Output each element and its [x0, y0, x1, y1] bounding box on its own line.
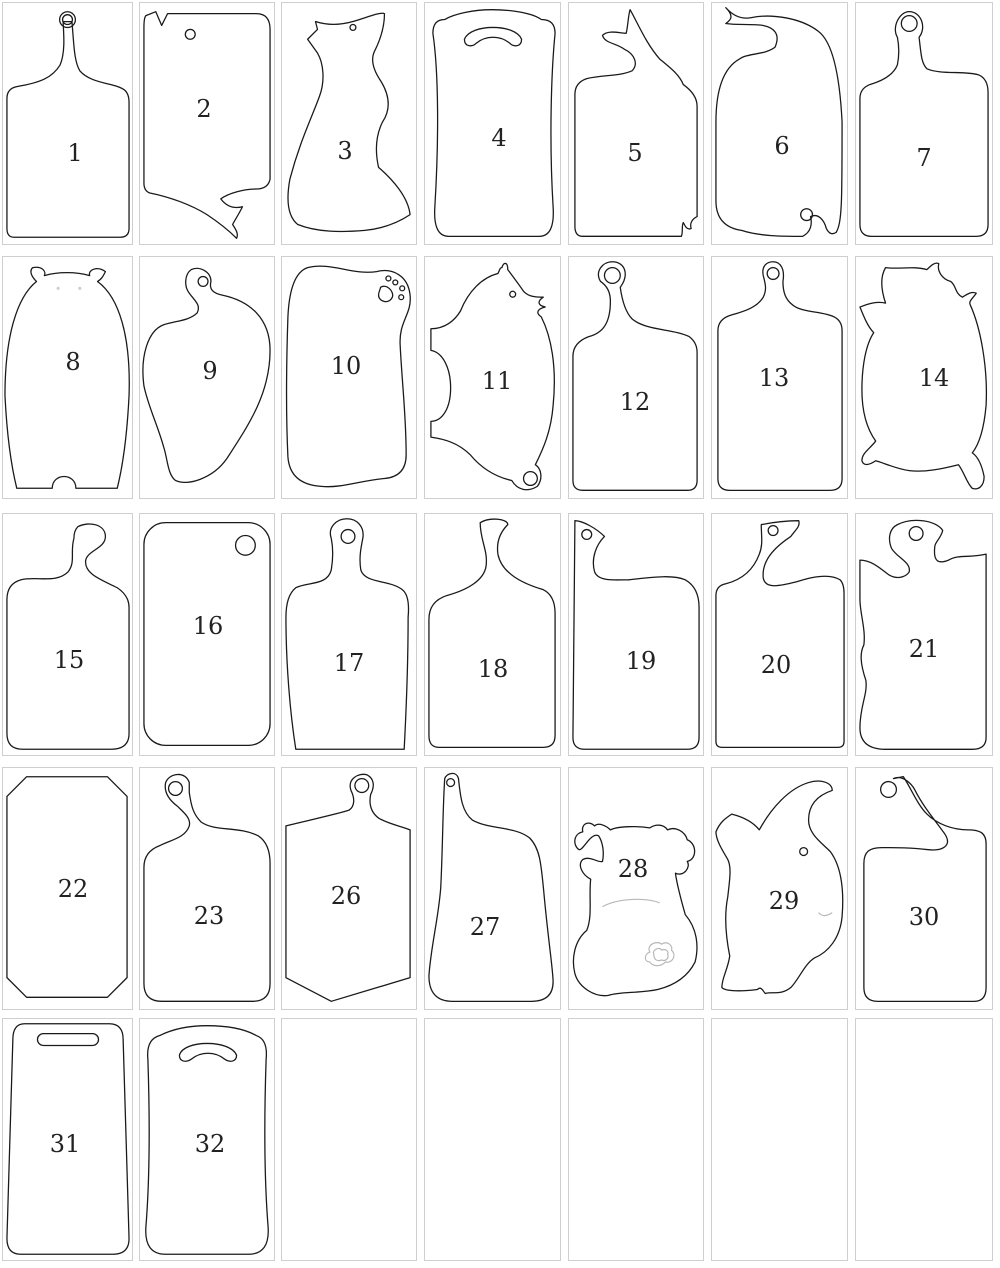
board-cell[interactable]: [855, 2, 993, 245]
board-number: 13: [758, 364, 790, 392]
board-number: 14: [918, 364, 950, 392]
board-outline: [140, 3, 274, 244]
board-number: 4: [491, 124, 507, 152]
board-cell[interactable]: [424, 2, 561, 245]
board-number: 23: [193, 902, 225, 930]
board-cell[interactable]: [281, 513, 417, 756]
board-cell[interactable]: [711, 767, 848, 1010]
board-number: 15: [53, 646, 85, 674]
board-outline: [282, 3, 416, 244]
board-cell[interactable]: [711, 2, 848, 245]
board-number: 7: [916, 144, 932, 172]
board-outline: [856, 3, 992, 244]
board-cell[interactable]: [424, 256, 561, 499]
board-number: 11: [481, 367, 513, 395]
board-cell[interactable]: [281, 2, 417, 245]
board-number: 22: [57, 875, 89, 903]
board-outline: [282, 514, 416, 755]
board-cell[interactable]: [855, 256, 993, 499]
board-cell[interactable]: [424, 767, 561, 1010]
board-outline: [3, 3, 132, 244]
board-number: 19: [625, 647, 657, 675]
board-number: 28: [617, 855, 649, 883]
board-outline: [425, 514, 560, 755]
board-outline: [569, 257, 703, 498]
board-number: 18: [477, 655, 509, 683]
board-cell[interactable]: [855, 513, 993, 756]
board-number: 10: [330, 352, 362, 380]
board-number: 5: [627, 139, 643, 167]
board-number: 16: [192, 612, 224, 640]
board-cell[interactable]: [711, 256, 848, 499]
board-outline: [425, 768, 560, 1009]
board-cell[interactable]: [139, 2, 275, 245]
board-cell[interactable]: [2, 1018, 133, 1261]
board-cell[interactable]: [2, 2, 133, 245]
board-cell[interactable]: [568, 513, 704, 756]
board-cell[interactable]: [139, 1018, 275, 1261]
empty-cell: [424, 1018, 561, 1261]
board-outline: [3, 257, 132, 498]
board-number: 1: [67, 139, 83, 167]
board-cell[interactable]: [281, 767, 417, 1010]
board-number: 6: [774, 132, 790, 160]
board-cell[interactable]: [139, 767, 275, 1010]
empty-cell: [281, 1018, 417, 1261]
board-cell[interactable]: [424, 513, 561, 756]
board-cell[interactable]: [139, 256, 275, 499]
board-number: 21: [908, 635, 940, 663]
board-number: 8: [65, 348, 81, 376]
board-outline: [140, 768, 274, 1009]
board-number: 3: [337, 137, 353, 165]
empty-cell: [711, 1018, 848, 1261]
board-cell[interactable]: [568, 2, 704, 245]
board-outline: [569, 514, 703, 755]
board-outline: [569, 3, 703, 244]
board-cell[interactable]: [855, 767, 993, 1010]
board-number: 9: [202, 357, 218, 385]
board-number: 27: [469, 913, 501, 941]
board-cell[interactable]: [2, 513, 133, 756]
board-outline: [569, 768, 703, 1009]
board-cell[interactable]: [281, 256, 417, 499]
board-cell[interactable]: [2, 256, 133, 499]
board-number: 20: [760, 651, 792, 679]
board-cell[interactable]: [139, 513, 275, 756]
board-number: 30: [908, 903, 940, 931]
board-number: 29: [768, 887, 800, 915]
board-number: 17: [333, 649, 365, 677]
board-number: 32: [194, 1130, 226, 1158]
board-outline: [712, 514, 847, 755]
board-cell[interactable]: [2, 767, 133, 1010]
board-number: 31: [49, 1130, 81, 1158]
board-number: 12: [619, 388, 651, 416]
board-outline: [3, 514, 132, 755]
board-outline: [856, 768, 992, 1009]
board-cell[interactable]: [711, 513, 848, 756]
board-number: 26: [330, 882, 362, 910]
empty-cell: [855, 1018, 993, 1261]
board-number: 2: [196, 95, 212, 123]
board-outline: [712, 3, 847, 244]
board-cell[interactable]: [568, 767, 704, 1010]
empty-cell: [568, 1018, 704, 1261]
board-cell[interactable]: [568, 256, 704, 499]
